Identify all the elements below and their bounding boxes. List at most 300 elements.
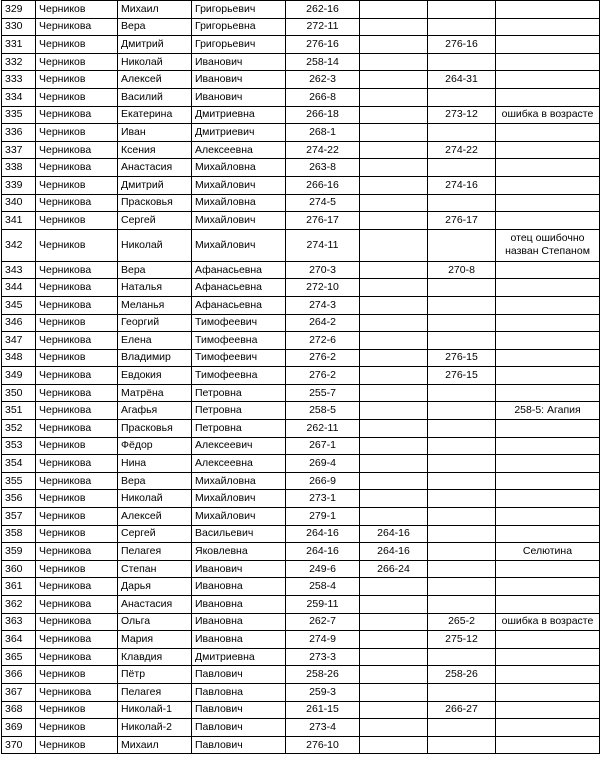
record-ref-2-cell [360,229,428,261]
surname-cell: Черников [36,176,118,194]
first-name-cell: Ольга [118,613,192,631]
patronymic-cell: Петровна [192,420,286,438]
record-ref-1-cell: 249-6 [286,560,360,578]
table-row [2,332,600,350]
first-name-cell: Михаил [118,1,192,19]
surname-cell: Черников [36,437,118,455]
record-ref-2-cell [360,18,428,36]
patronymic-cell: Михайловна [192,472,286,490]
record-ref-3-cell [428,508,496,526]
surname-cell: Черникова [36,384,118,402]
row-number: 348 [2,349,36,367]
first-name-cell: Пелагея [118,543,192,561]
row-number: 347 [2,332,36,350]
record-ref-2-cell [360,314,428,332]
note-cell [496,261,600,279]
surname-cell: Черников [36,701,118,719]
first-name-cell: Вера [118,261,192,279]
surname-cell: Черников [36,490,118,508]
table-row [2,261,600,279]
row-number: 342 [2,229,36,261]
first-name-cell: Алексей [118,508,192,526]
table-row [2,596,600,614]
record-ref-1-cell: 264-2 [286,314,360,332]
first-name-cell: Агафья [118,402,192,420]
first-name-cell: Иван [118,124,192,142]
first-name-cell: Сергей [118,525,192,543]
record-ref-1-cell: 259-11 [286,596,360,614]
table-row [2,666,600,684]
row-number: 343 [2,261,36,279]
record-ref-1-cell: 276-16 [286,36,360,54]
first-name-cell: Николай-1 [118,701,192,719]
note-cell [496,367,600,385]
note-cell [496,631,600,649]
note-cell [496,560,600,578]
note-cell [496,508,600,526]
record-ref-3-cell [428,420,496,438]
table-row [2,490,600,508]
surname-cell: Черникова [36,159,118,177]
row-number: 363 [2,613,36,631]
note-cell [496,88,600,106]
record-ref-2-cell [360,36,428,54]
record-ref-1-cell: 274-3 [286,296,360,314]
record-ref-3-cell [428,455,496,473]
record-ref-1-cell: 272-6 [286,332,360,350]
table-row [2,88,600,106]
record-ref-3-cell [428,543,496,561]
record-ref-1-cell: 262-16 [286,1,360,19]
note-cell [496,666,600,684]
record-ref-2-cell [360,437,428,455]
first-name-cell: Наталья [118,279,192,297]
row-number: 338 [2,159,36,177]
record-ref-2-cell: 264-16 [360,525,428,543]
patronymic-cell: Алексеевна [192,455,286,473]
surname-cell: Черникова [36,279,118,297]
patronymic-cell: Иванович [192,560,286,578]
record-ref-1-cell: 269-4 [286,455,360,473]
table-row [2,159,600,177]
record-ref-3-cell [428,314,496,332]
surname-cell: Черникова [36,261,118,279]
table-row [2,578,600,596]
row-number: 330 [2,18,36,36]
patronymic-cell: Алексеевна [192,141,286,159]
record-ref-3-cell: 274-22 [428,141,496,159]
record-ref-1-cell: 276-2 [286,349,360,367]
record-ref-3-cell [428,296,496,314]
record-ref-2-cell: 264-16 [360,543,428,561]
note-cell [496,279,600,297]
surname-cell: Черникова [36,472,118,490]
record-ref-1-cell: 258-4 [286,578,360,596]
note-cell [496,159,600,177]
record-ref-3-cell: 265-2 [428,613,496,631]
patronymic-cell: Ивановна [192,631,286,649]
table-row [2,141,600,159]
record-ref-3-cell [428,560,496,578]
row-number: 335 [2,106,36,124]
table-row [2,701,600,719]
record-ref-3-cell: 276-17 [428,212,496,230]
patronymic-cell: Михайлович [192,212,286,230]
patronymic-cell: Афанасьевна [192,261,286,279]
record-ref-2-cell [360,666,428,684]
surname-cell: Черникова [36,420,118,438]
row-number: 332 [2,53,36,71]
row-number: 333 [2,71,36,89]
patronymic-cell: Павлович [192,666,286,684]
note-cell [496,420,600,438]
surname-cell: Черникова [36,683,118,701]
record-ref-2-cell [360,261,428,279]
row-number: 368 [2,701,36,719]
table-row [2,560,600,578]
first-name-cell: Евдокия [118,367,192,385]
row-number: 362 [2,596,36,614]
table-row [2,525,600,543]
table-row [2,18,600,36]
surname-cell: Черников [36,349,118,367]
first-name-cell: Меланья [118,296,192,314]
patronymic-cell: Павлович [192,736,286,754]
record-ref-3-cell: 264-31 [428,71,496,89]
record-ref-2-cell [360,53,428,71]
record-ref-3-cell [428,194,496,212]
surname-cell: Черников [36,719,118,737]
patronymic-cell: Алексеевич [192,437,286,455]
surname-cell: Черников [36,560,118,578]
record-ref-1-cell: 274-11 [286,229,360,261]
record-ref-3-cell [428,648,496,666]
record-ref-2-cell [360,71,428,89]
table-row [2,367,600,385]
record-ref-1-cell: 274-9 [286,631,360,649]
patronymic-cell: Петровна [192,402,286,420]
record-ref-2-cell [360,124,428,142]
record-ref-2-cell [360,106,428,124]
record-ref-3-cell: 276-15 [428,349,496,367]
note-cell [496,332,600,350]
record-ref-1-cell: 258-5 [286,402,360,420]
table-row [2,736,600,754]
note-cell [496,437,600,455]
surname-cell: Черников [36,212,118,230]
table-row [2,349,600,367]
patronymic-cell: Афанасьевна [192,279,286,297]
record-ref-2-cell [360,194,428,212]
record-ref-2-cell [360,141,428,159]
table-row [2,402,600,420]
first-name-cell: Дмитрий [118,176,192,194]
first-name-cell: Дмитрий [118,36,192,54]
table-row [2,36,600,54]
record-ref-3-cell [428,279,496,297]
table-row [2,279,600,297]
note-cell: ошибка в возрасте [496,106,600,124]
record-ref-2-cell [360,367,428,385]
surname-cell: Черников [36,71,118,89]
first-name-cell: Николай [118,229,192,261]
patronymic-cell: Михайлович [192,176,286,194]
patronymic-cell: Иванович [192,53,286,71]
record-ref-1-cell: 276-10 [286,736,360,754]
record-ref-1-cell: 262-11 [286,420,360,438]
table-row [2,176,600,194]
record-ref-3-cell: 274-16 [428,176,496,194]
row-number: 367 [2,683,36,701]
note-cell [496,578,600,596]
record-ref-1-cell: 264-16 [286,543,360,561]
record-ref-2-cell [360,349,428,367]
note-cell [496,1,600,19]
records-table [1,0,600,754]
record-ref-2-cell [360,719,428,737]
surname-cell: Черников [36,525,118,543]
record-ref-1-cell: 266-16 [286,176,360,194]
surname-cell: Черникова [36,543,118,561]
surname-cell: Черникова [36,455,118,473]
surname-cell: Черникова [36,332,118,350]
patronymic-cell: Ивановна [192,613,286,631]
surname-cell: Черникова [36,367,118,385]
note-cell [496,384,600,402]
record-ref-2-cell [360,490,428,508]
note-cell [496,18,600,36]
surname-cell: Черникова [36,296,118,314]
patronymic-cell: Яковлевна [192,543,286,561]
note-cell [496,212,600,230]
record-ref-3-cell [428,384,496,402]
patronymic-cell: Григорьевич [192,1,286,19]
table-row [2,543,600,561]
row-number: 354 [2,455,36,473]
note-cell: Селютина [496,543,600,561]
row-number: 356 [2,490,36,508]
note-cell [496,71,600,89]
record-ref-1-cell: 255-7 [286,384,360,402]
first-name-cell: Фёдор [118,437,192,455]
surname-cell: Черникова [36,631,118,649]
record-ref-2-cell [360,455,428,473]
record-ref-2-cell [360,578,428,596]
record-ref-1-cell: 270-3 [286,261,360,279]
record-ref-1-cell: 259-3 [286,683,360,701]
patronymic-cell: Афанасьевна [192,296,286,314]
note-cell [496,472,600,490]
patronymic-cell: Тимофеевич [192,314,286,332]
first-name-cell: Николай [118,53,192,71]
record-ref-1-cell: 276-2 [286,367,360,385]
record-ref-2-cell [360,631,428,649]
record-ref-1-cell: 266-9 [286,472,360,490]
patronymic-cell: Тимофеевич [192,349,286,367]
record-ref-2-cell [360,176,428,194]
patronymic-cell: Ивановна [192,596,286,614]
patronymic-cell: Григорьевна [192,18,286,36]
patronymic-cell: Михайловна [192,159,286,177]
table-row [2,53,600,71]
note-cell [496,683,600,701]
record-ref-1-cell: 274-5 [286,194,360,212]
record-ref-1-cell: 273-3 [286,648,360,666]
first-name-cell: Матрёна [118,384,192,402]
record-ref-1-cell: 274-22 [286,141,360,159]
patronymic-cell: Тимофеевна [192,332,286,350]
row-number: 346 [2,314,36,332]
table-row [2,212,600,230]
note-cell [496,53,600,71]
record-ref-1-cell: 264-16 [286,525,360,543]
record-ref-3-cell [428,683,496,701]
record-ref-2-cell [360,1,428,19]
row-number: 345 [2,296,36,314]
first-name-cell: Вера [118,472,192,490]
surname-cell: Черникова [36,18,118,36]
note-cell [496,141,600,159]
note-cell [496,124,600,142]
record-ref-3-cell: 276-15 [428,367,496,385]
record-ref-1-cell: 273-1 [286,490,360,508]
first-name-cell: Пелагея [118,683,192,701]
patronymic-cell: Михайловна [192,194,286,212]
record-ref-3-cell [428,490,496,508]
record-ref-2-cell [360,159,428,177]
record-ref-1-cell: 268-1 [286,124,360,142]
record-ref-2-cell [360,212,428,230]
note-cell: отец ошибочно назван Степаном [496,229,600,261]
first-name-cell: Михаил [118,736,192,754]
surname-cell: Черникова [36,194,118,212]
record-ref-1-cell: 279-1 [286,508,360,526]
patronymic-cell: Павлович [192,701,286,719]
row-number: 366 [2,666,36,684]
record-ref-2-cell [360,472,428,490]
first-name-cell: Дарья [118,578,192,596]
first-name-cell: Пётр [118,666,192,684]
first-name-cell: Клавдия [118,648,192,666]
table-row [2,437,600,455]
record-ref-1-cell: 261-15 [286,701,360,719]
patronymic-cell: Павловна [192,683,286,701]
record-ref-3-cell: 258-26 [428,666,496,684]
first-name-cell: Владимир [118,349,192,367]
record-ref-2-cell [360,596,428,614]
surname-cell: Черников [36,314,118,332]
record-ref-1-cell: 262-3 [286,71,360,89]
patronymic-cell: Павлович [192,719,286,737]
note-cell: ошибка в возрасте [496,613,600,631]
surname-cell: Черников [36,666,118,684]
surname-cell: Черников [36,508,118,526]
record-ref-3-cell [428,53,496,71]
record-ref-1-cell: 272-11 [286,18,360,36]
record-ref-3-cell [428,596,496,614]
record-ref-1-cell: 258-14 [286,53,360,71]
first-name-cell: Анастасия [118,596,192,614]
record-ref-3-cell: 266-27 [428,701,496,719]
note-cell [496,736,600,754]
row-number: 337 [2,141,36,159]
record-ref-2-cell [360,420,428,438]
table-row [2,613,600,631]
table-row [2,420,600,438]
patronymic-cell: Тимофеевна [192,367,286,385]
row-number: 334 [2,88,36,106]
patronymic-cell: Иванович [192,71,286,89]
record-ref-1-cell: 266-18 [286,106,360,124]
first-name-cell: Сергей [118,212,192,230]
record-ref-2-cell [360,613,428,631]
first-name-cell: Екатерина [118,106,192,124]
surname-cell: Черников [36,36,118,54]
note-cell [496,296,600,314]
first-name-cell: Ксения [118,141,192,159]
surname-cell: Черникова [36,613,118,631]
record-ref-3-cell [428,124,496,142]
table-row [2,508,600,526]
first-name-cell: Николай-2 [118,719,192,737]
table-row [2,106,600,124]
row-number: 351 [2,402,36,420]
row-number: 344 [2,279,36,297]
record-ref-3-cell [428,229,496,261]
surname-cell: Черникова [36,578,118,596]
record-ref-2-cell [360,683,428,701]
row-number: 339 [2,176,36,194]
first-name-cell: Елена [118,332,192,350]
record-ref-3-cell [428,332,496,350]
patronymic-cell: Михайлович [192,229,286,261]
note-cell [496,596,600,614]
patronymic-cell: Дмитриевич [192,124,286,142]
record-ref-3-cell: 275-12 [428,631,496,649]
note-cell [496,701,600,719]
surname-cell: Черников [36,1,118,19]
record-ref-1-cell: 258-26 [286,666,360,684]
record-ref-2-cell [360,88,428,106]
surname-cell: Черникова [36,141,118,159]
table-row [2,683,600,701]
record-ref-3-cell [428,472,496,490]
table-row [2,314,600,332]
table-row [2,455,600,473]
table-row [2,1,600,19]
row-number: 355 [2,472,36,490]
patronymic-cell: Петровна [192,384,286,402]
row-number: 358 [2,525,36,543]
first-name-cell: Анастасия [118,159,192,177]
note-cell [496,648,600,666]
row-number: 341 [2,212,36,230]
row-number: 336 [2,124,36,142]
record-ref-3-cell [428,88,496,106]
record-ref-3-cell [428,437,496,455]
row-number: 370 [2,736,36,754]
record-ref-2-cell [360,279,428,297]
table-row [2,229,600,261]
record-ref-1-cell: 266-8 [286,88,360,106]
record-ref-3-cell: 276-16 [428,36,496,54]
record-ref-2-cell [360,384,428,402]
records-table-body [2,1,600,754]
row-number: 350 [2,384,36,402]
surname-cell: Черникова [36,596,118,614]
note-cell [496,314,600,332]
first-name-cell: Георгий [118,314,192,332]
